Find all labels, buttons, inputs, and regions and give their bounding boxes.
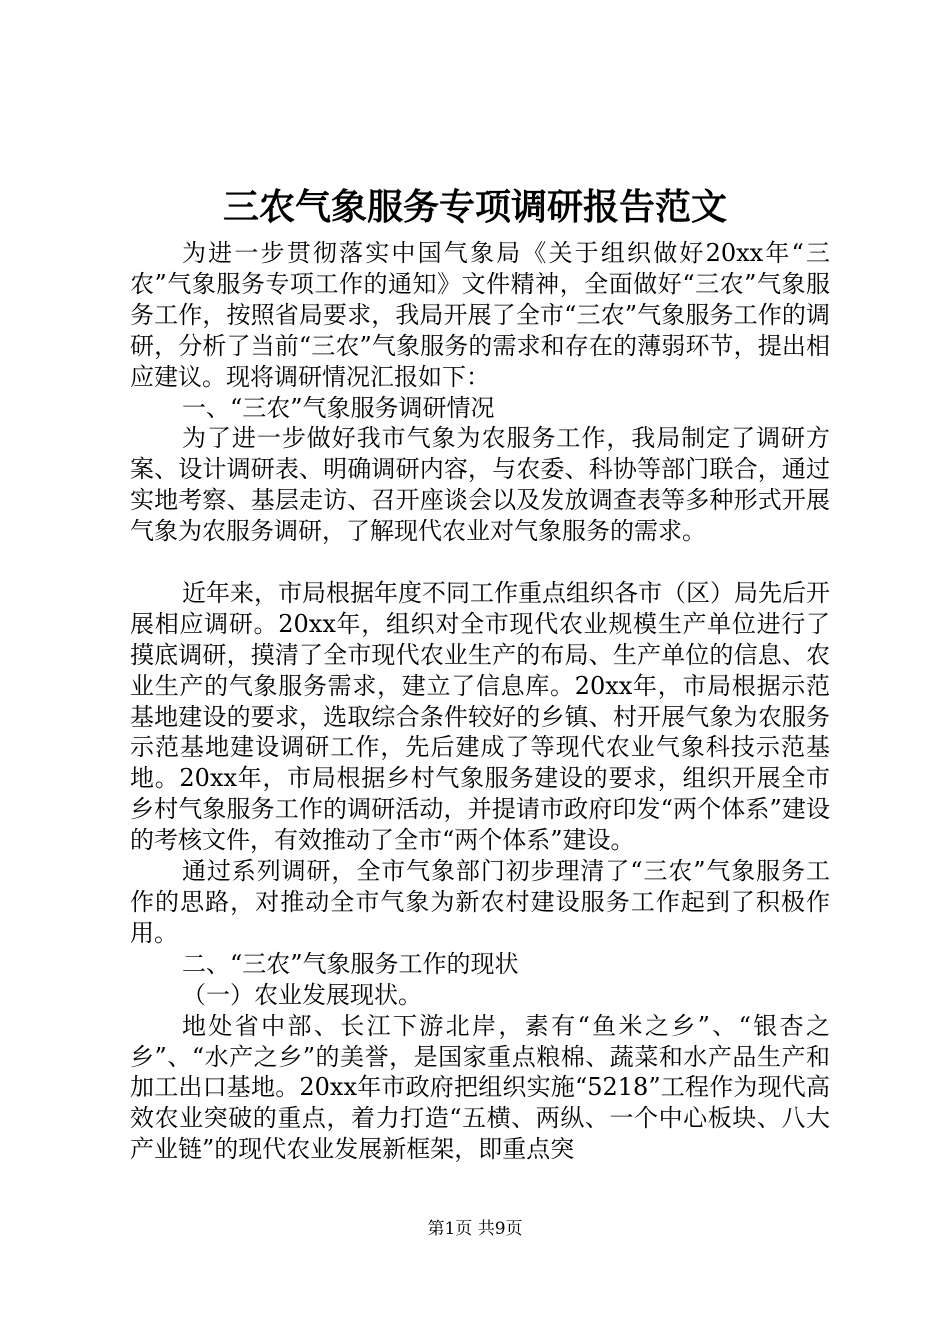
paragraph-recent-years: 近年来，市局根据年度不同工作重点组织各市（区）局先后开展相应调研。20xx年，组织对全市现代农业规模生产单位进行了摸底调研，摸清了全市现代农业生产的布局、生产单位的信息、农业生产的气象服务需求，建立了信息库。20xx年，市局根据示范基地建设的要求，选取综合条件较好的乡镇、村开展气象为农服务示范基地建设调研工作，先后建成了等现代农业气象科技示范基地。20xx年，市局根据乡村气象服务建设的要求，组织开展全市乡村气象服务工作的调研活动，并提请市政府印发“两个体系”建设的考核文件，有效推动了全市“两个体系”建设。 [130, 578, 830, 855]
subsection-heading-1: （一）农业发展现状。 [182, 980, 422, 1009]
paragraph-intro: 为进一步贯彻落实中国气象局《关于组织做好20xx年“三农”气象服务专项工作的通知》文件精神，全面做好“三农”气象服务工作，按照省局要求，我局开展了全市“三农”气象服务工作的调研，分析了当前“三农”气象服务的需求和存在的薄弱环节，提出相应建议。现将调研情况汇报如下： [130, 239, 830, 391]
paragraph-agriculture-status: 地处省中部、长江下游北岸，素有“鱼米之乡”、“银杏之乡”、“水产之乡”的美誉，是国家重点粮棉、蔬菜和水产品生产和加工出口基地。20xx年市政府把组织实施“5218”工程作为现代高效农业突破的重点，着力打造“五横、两纵、一个中心板块、八大产业链”的现代农业发展新框架，即重点突 [130, 1011, 830, 1164]
section-heading-1: 一、“三农”气象服务调研情况 [182, 393, 495, 422]
paragraph-summary: 通过系列调研，全市气象部门初步理清了“三农”气象服务工作的思路，对推动全市气象为新农村建设服务工作起到了积极作用。 [130, 857, 830, 947]
document-title: 三农气象服务专项调研报告范文 [222, 186, 727, 228]
section-heading-2: 二、“三农”气象服务工作的现状 [182, 949, 519, 978]
paragraph-survey-method: 为了进一步做好我市气象为农服务工作，我局制定了调研方案、设计调研表、明确调研内容，与农委、科协等部门联合，通过实地考察、基层走访、召开座谈会以及发放调查表等多种形式开展气象为农服务调研，了解现代农业对气象服务的需求。 [130, 424, 830, 546]
document-body [130, 238, 830, 1165]
page-number: 第1页 共9页 [427, 1219, 523, 1239]
